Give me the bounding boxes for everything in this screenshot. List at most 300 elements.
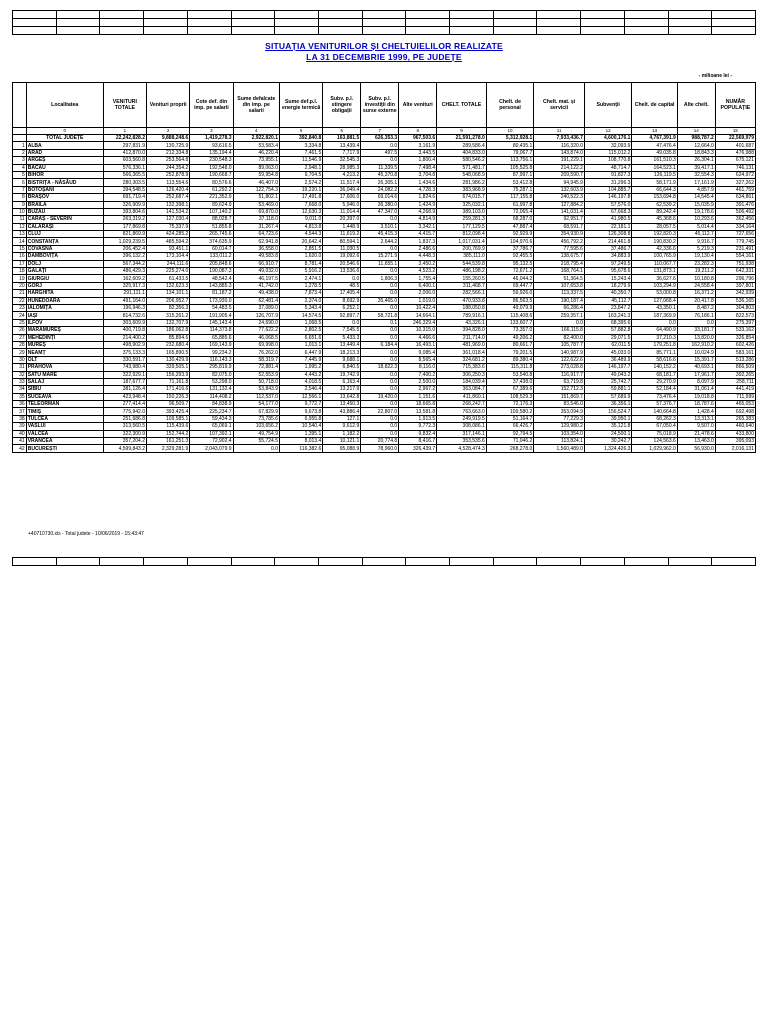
value-cell: 566,365.5 bbox=[103, 171, 146, 178]
value-cell: 743,980.4 bbox=[103, 364, 146, 371]
value-cell: 822,573 bbox=[715, 312, 755, 319]
value-cell: 259,357.1 bbox=[534, 312, 585, 319]
value-cell: 5,433.3 bbox=[323, 334, 361, 341]
value-cell: 58,171.9 bbox=[632, 179, 677, 186]
value-cell: 187,369.9 bbox=[632, 312, 677, 319]
value-cell: 624,972 bbox=[715, 171, 755, 178]
value-cell: 295,819.9 bbox=[190, 364, 233, 371]
value-cell: 190,087.3 bbox=[190, 268, 233, 275]
header-row bbox=[13, 83, 756, 128]
value-cell: 57,576.0 bbox=[584, 201, 631, 208]
value-cell: 325,917.3 bbox=[103, 282, 146, 289]
county-name-cell: BOTOȘANI bbox=[26, 186, 103, 193]
value-cell: 89,242.4 bbox=[632, 208, 677, 215]
row-number-cell: 15 bbox=[13, 245, 27, 252]
row-number-cell: 11 bbox=[13, 216, 27, 223]
county-name-cell: BIHOR bbox=[26, 171, 103, 178]
value-cell: 153,694.8 bbox=[632, 194, 677, 201]
value-cell: 5,916.2 bbox=[279, 268, 322, 275]
row-number-cell: 28 bbox=[13, 341, 27, 348]
value-cell: 143,874.0 bbox=[534, 149, 585, 156]
county-name-cell: ARGEȘ bbox=[26, 157, 103, 164]
county-name-cell: BUCUREȘTI bbox=[26, 445, 103, 452]
value-cell: 145,143.4 bbox=[190, 319, 233, 326]
county-name-cell: SĂLAJ bbox=[26, 378, 103, 385]
table-row bbox=[13, 408, 756, 415]
column-header: Subvenții bbox=[584, 83, 631, 128]
row-number-cell: 33 bbox=[13, 378, 27, 385]
value-cell: 61,433.5 bbox=[147, 275, 190, 282]
value-cell: 6,252.1 bbox=[323, 304, 361, 311]
value-cell: 13,536.6 bbox=[323, 268, 361, 275]
value-cell: 200,769.9 bbox=[437, 245, 487, 252]
value-cell: 692,498 bbox=[715, 408, 755, 415]
value-cell: 53,412.8 bbox=[486, 179, 533, 186]
value-cell: 166,115.8 bbox=[534, 327, 585, 334]
value-cell: 0.0 bbox=[361, 371, 399, 378]
value-cell: 23,282.3 bbox=[677, 260, 715, 267]
value-cell: 1,395.1 bbox=[279, 430, 322, 437]
value-cell: 470,933.8 bbox=[437, 297, 487, 304]
value-cell: 2,474.1 bbox=[279, 275, 322, 282]
value-cell: 2,043,079.9 bbox=[190, 445, 233, 452]
column-header: Sume def.p.l. energie termică bbox=[279, 83, 322, 128]
value-cell: 4,018.5 bbox=[279, 378, 322, 385]
value-cell: 354,930.9 bbox=[534, 231, 585, 238]
county-name-cell: COVASNA bbox=[26, 245, 103, 252]
table-row bbox=[13, 171, 756, 178]
value-cell: 325,032.1 bbox=[437, 201, 487, 208]
value-cell: 49,583.8 bbox=[233, 253, 279, 260]
value-cell: 32,093.9 bbox=[584, 142, 631, 149]
value-cell: 8,097.9 bbox=[677, 378, 715, 385]
value-cell: 461,759 bbox=[715, 186, 755, 193]
value-cell: 814,732.6 bbox=[103, 312, 146, 319]
value-cell: 168,764.1 bbox=[534, 268, 585, 275]
value-cell: 66,286.4 bbox=[534, 304, 585, 311]
value-cell: 1,806.3 bbox=[361, 275, 399, 282]
value-cell: 68,395.6 bbox=[584, 319, 631, 326]
value-cell: 132,623.3 bbox=[147, 282, 190, 289]
value-cell: 206,952.7 bbox=[147, 297, 190, 304]
value-cell: 10,180.8 bbox=[677, 275, 715, 282]
value-cell: 69,014.6 bbox=[361, 194, 399, 201]
row-number-cell: 25 bbox=[13, 319, 27, 326]
value-cell: 79,067.7 bbox=[486, 149, 533, 156]
value-cell: 374,635.9 bbox=[190, 238, 233, 245]
table-row bbox=[13, 319, 756, 326]
value-cell: 311,468.7 bbox=[437, 282, 487, 289]
spreadsheet-sheet bbox=[12, 10, 756, 537]
county-name-cell: HARGHITA bbox=[26, 290, 103, 297]
value-cell: 3,510.1 bbox=[361, 223, 399, 230]
value-cell: 268,278.0 bbox=[486, 445, 533, 452]
value-cell: 763,663.0 bbox=[437, 408, 487, 415]
value-cell: 51,164.7 bbox=[486, 415, 533, 422]
index-cell: 12 bbox=[584, 128, 631, 135]
value-cell: 130,725.9 bbox=[147, 142, 190, 149]
value-cell: 109,580.2 bbox=[486, 408, 533, 415]
value-cell: 18,822.3 bbox=[361, 364, 399, 371]
value-cell: 7,545.5 bbox=[323, 327, 361, 334]
value-cell: 281,986.2 bbox=[437, 179, 487, 186]
value-cell: 2,016,131 bbox=[715, 445, 755, 452]
value-cell: 165,890.5 bbox=[147, 349, 190, 356]
value-cell: 72,671.2 bbox=[486, 268, 533, 275]
value-cell: 357,204.2 bbox=[103, 438, 146, 445]
value-cell: 15,391.7 bbox=[677, 356, 715, 363]
value-cell: 4,415.7 bbox=[399, 231, 437, 238]
value-cell: 161,251.3 bbox=[147, 438, 190, 445]
value-cell: 126,308.8 bbox=[584, 231, 631, 238]
column-header: Chelt. de capital bbox=[632, 83, 677, 128]
value-cell: 92,455.5 bbox=[486, 253, 533, 260]
value-cell: 268,242.7 bbox=[437, 401, 487, 408]
row-number-cell: 29 bbox=[13, 349, 27, 356]
value-cell: 21,478.6 bbox=[677, 430, 715, 437]
row-number-cell: 38 bbox=[13, 415, 27, 422]
value-cell: 171,416.6 bbox=[147, 386, 190, 393]
value-cell: 41,742.0 bbox=[233, 282, 279, 289]
value-cell: 4,523.2 bbox=[399, 268, 437, 275]
value-cell: 13,313.1 bbox=[677, 415, 715, 422]
table-row bbox=[13, 208, 756, 215]
value-cell: 1,424.9 bbox=[399, 201, 437, 208]
value-cell: 151,869.7 bbox=[534, 393, 585, 400]
value-cell: 47,887.4 bbox=[486, 223, 533, 230]
value-cell: 73,476.4 bbox=[632, 393, 677, 400]
value-cell: 393,804.6 bbox=[103, 208, 146, 215]
value-cell: 67,829.9 bbox=[233, 408, 279, 415]
value-cell: 711,999 bbox=[715, 393, 755, 400]
value-cell: 3,334.8 bbox=[279, 142, 322, 149]
value-cell: 68,262.3 bbox=[632, 415, 677, 422]
county-name-cell: VÂLCEA bbox=[26, 430, 103, 437]
value-cell: 251,686.8 bbox=[103, 415, 146, 422]
value-cell: 169,143.9 bbox=[190, 341, 233, 348]
value-cell: 211,714.0 bbox=[437, 334, 487, 341]
row-number-cell: 13 bbox=[13, 231, 27, 238]
value-cell: 14,545.4 bbox=[677, 194, 715, 201]
value-cell: 24,558.4 bbox=[677, 282, 715, 289]
value-cell: 401,687 bbox=[715, 142, 755, 149]
value-cell: 95,678.6 bbox=[584, 268, 631, 275]
row-number-cell: 19 bbox=[13, 275, 27, 282]
total-value-cell: 1,419,278.3 bbox=[190, 135, 233, 142]
value-cell: 146,197.7 bbox=[584, 364, 631, 371]
value-cell: 77,595.6 bbox=[534, 245, 585, 252]
value-cell: 116,917.7 bbox=[534, 371, 585, 378]
value-cell: 187,677.7 bbox=[103, 378, 146, 385]
value-cell: 31,061.4 bbox=[677, 386, 715, 393]
value-cell: 7,717.9 bbox=[323, 149, 361, 156]
value-cell: 2,967.2 bbox=[399, 386, 437, 393]
value-cell: 0.0 bbox=[361, 142, 399, 149]
value-cell: 72,065.4 bbox=[486, 208, 533, 215]
value-cell: 225,234.7 bbox=[190, 408, 233, 415]
table-row bbox=[13, 401, 756, 408]
value-cell: 0.0 bbox=[361, 245, 399, 252]
value-cell: 77,622.2 bbox=[233, 327, 279, 334]
value-cell: 2,802.5 bbox=[279, 327, 322, 334]
value-cell: 397,801 bbox=[715, 282, 755, 289]
value-cell: 12,664.0 bbox=[677, 142, 715, 149]
value-cell: 404,833.0 bbox=[437, 149, 487, 156]
row-number-cell: 35 bbox=[13, 393, 27, 400]
value-cell: 259,281.3 bbox=[437, 216, 487, 223]
value-cell: 205,848.6 bbox=[190, 260, 233, 267]
value-cell: 548,068.9 bbox=[437, 171, 487, 178]
value-cell: 116,382.6 bbox=[279, 445, 322, 452]
total-row bbox=[13, 135, 756, 142]
value-cell: 0.0 bbox=[632, 319, 677, 326]
value-cell: 53,469.0 bbox=[233, 201, 279, 208]
value-cell: 179,251.8 bbox=[632, 341, 677, 348]
value-cell: 2,948.1 bbox=[279, 164, 322, 171]
table-row bbox=[13, 157, 756, 164]
value-cell: 164,523.1 bbox=[632, 164, 677, 171]
value-cell: 15,271.9 bbox=[361, 253, 399, 260]
row-number-cell: 30 bbox=[13, 356, 27, 363]
county-name-cell: BACĂU bbox=[26, 164, 103, 171]
value-cell: 99,234.2 bbox=[190, 349, 233, 356]
index-cell: 9 bbox=[437, 128, 487, 135]
value-cell: 0.0 bbox=[534, 319, 585, 326]
value-cell: 15,035.9 bbox=[677, 201, 715, 208]
value-cell: 109,585.1 bbox=[147, 415, 190, 422]
value-cell: 0.0 bbox=[361, 268, 399, 275]
index-cell: 10 bbox=[486, 128, 533, 135]
value-cell: 66,426.7 bbox=[486, 423, 533, 430]
table-row bbox=[13, 223, 756, 230]
value-cell: 115,439.6 bbox=[147, 423, 190, 430]
value-cell: 191,905.4 bbox=[190, 312, 233, 319]
value-cell: 0.0 bbox=[361, 415, 399, 422]
value-cell: 32,545.3 bbox=[323, 157, 361, 164]
value-cell: 4,544.3 bbox=[279, 231, 322, 238]
value-cell: 152,744.2 bbox=[147, 430, 190, 437]
value-cell: 0.0 bbox=[233, 445, 279, 452]
value-cell: 190,187.4 bbox=[534, 297, 585, 304]
total-value-cell: 22,569,979 bbox=[715, 135, 755, 142]
value-cell: 18,665.8 bbox=[399, 401, 437, 408]
value-cell: 89,063.0 bbox=[233, 164, 279, 171]
column-header bbox=[13, 83, 27, 128]
row-number-cell: 7 bbox=[13, 186, 27, 193]
value-cell: 88,028.7 bbox=[190, 216, 233, 223]
value-cell: 132,398.1 bbox=[147, 201, 190, 208]
value-cell: 36,558.0 bbox=[233, 245, 279, 252]
value-cell: 1,068.5 bbox=[279, 319, 322, 326]
value-cell: 156,293.9 bbox=[147, 371, 190, 378]
value-cell: 91,827.3 bbox=[584, 171, 631, 178]
table-row bbox=[13, 423, 756, 430]
value-cell: 18,787.6 bbox=[677, 401, 715, 408]
index-cell: 13 bbox=[632, 128, 677, 135]
value-cell: 36,627.6 bbox=[632, 275, 677, 282]
table-row bbox=[13, 275, 756, 282]
row-number-cell: 9 bbox=[13, 201, 27, 208]
value-cell: 132,603.9 bbox=[534, 186, 585, 193]
total-value-cell: 967,503.6 bbox=[399, 135, 437, 142]
value-cell: 0.0 bbox=[361, 386, 399, 393]
value-cell: 252,687.4 bbox=[147, 194, 190, 201]
total-value-cell: 163,881.5 bbox=[323, 135, 361, 142]
value-cell: 20,546.6 bbox=[323, 260, 361, 267]
value-cell: 533,162 bbox=[715, 327, 755, 334]
value-cell: 0.0 bbox=[361, 401, 399, 408]
value-cell: 71,161.8 bbox=[147, 378, 190, 385]
index-cell: 5 bbox=[279, 128, 322, 135]
value-cell: 313,560.5 bbox=[103, 423, 146, 430]
total-value-cell: 5,312,928.1 bbox=[486, 135, 533, 142]
value-cell: 163,241.3 bbox=[584, 312, 631, 319]
value-cell: 0.0 bbox=[361, 290, 399, 297]
value-cell: 715,383.6 bbox=[437, 364, 487, 371]
value-cell: 6,400.1 bbox=[399, 282, 437, 289]
value-cell: 0.0 bbox=[323, 275, 361, 282]
value-cell: 47,476.4 bbox=[632, 142, 677, 149]
report-title-line-1: SITUAȚIA VENITURILOR ȘI CHELTUIELILOR REALIZATE bbox=[265, 41, 503, 51]
value-cell: 73,955.1 bbox=[233, 157, 279, 164]
value-cell: 37,486.7 bbox=[584, 245, 631, 252]
value-cell: 476,988 bbox=[715, 149, 755, 156]
value-cell: 244,354.2 bbox=[147, 164, 190, 171]
value-cell: 4,448.3 bbox=[399, 253, 437, 260]
value-cell: 62,481.4 bbox=[233, 297, 279, 304]
row-number-cell: 42 bbox=[13, 445, 27, 452]
value-cell: 69,870.0 bbox=[233, 208, 279, 215]
value-cell: 9,507.0 bbox=[677, 423, 715, 430]
value-cell: 127,884.2 bbox=[534, 201, 585, 208]
value-cell: 59,434.3 bbox=[190, 415, 233, 422]
row-number-cell: 5 bbox=[13, 171, 27, 178]
value-cell: 54,483.5 bbox=[190, 304, 233, 311]
table-row bbox=[13, 149, 756, 156]
value-cell: 24,500.1 bbox=[584, 430, 631, 437]
value-cell: 17,491.8 bbox=[279, 194, 322, 201]
budget-table bbox=[12, 82, 756, 453]
value-cell: 141,534.2 bbox=[147, 208, 190, 215]
table-row bbox=[13, 231, 756, 238]
value-cell: 304,803 bbox=[715, 304, 755, 311]
value-cell: 1,800.4 bbox=[399, 157, 437, 164]
value-cell: 28,985.3 bbox=[323, 164, 361, 171]
value-cell: 57,376.7 bbox=[632, 401, 677, 408]
value-cell: 5,946.0 bbox=[323, 201, 361, 208]
value-cell: 61,997.8 bbox=[486, 201, 533, 208]
value-cell: 342,939 bbox=[715, 290, 755, 297]
value-cell: 7,668.0 bbox=[279, 201, 322, 208]
value-cell: 381,126.4 bbox=[103, 386, 146, 393]
value-cell: 634,861 bbox=[715, 194, 755, 201]
value-cell: 1,029,239.5 bbox=[103, 238, 146, 245]
value-cell: 6,840.5 bbox=[323, 364, 361, 371]
value-cell: 214,122.2 bbox=[534, 164, 585, 171]
county-name-cell: IALOMIȚA bbox=[26, 304, 103, 311]
value-cell: 45,112.7 bbox=[677, 231, 715, 238]
total-value-cell: 626,353.3 bbox=[361, 135, 399, 142]
value-cell: 727,656 bbox=[715, 231, 755, 238]
value-cell: 80,661.7 bbox=[486, 341, 533, 348]
column-header: NUMĂR POPULAȚIE bbox=[715, 83, 755, 128]
county-name-cell: HUNEDOARA bbox=[26, 297, 103, 304]
table-row bbox=[13, 238, 756, 245]
county-name-cell: TULCEA bbox=[26, 415, 103, 422]
value-cell: 49,043.2 bbox=[584, 371, 631, 378]
bottom-empty-grid bbox=[12, 557, 756, 566]
column-header: Localitatea bbox=[26, 83, 103, 128]
county-name-cell: DOLJ bbox=[26, 260, 103, 267]
value-cell: 392,265 bbox=[715, 371, 755, 378]
value-cell: 51,802.1 bbox=[233, 194, 279, 201]
value-cell: 361,018.4 bbox=[437, 349, 487, 356]
value-cell: 423,948.4 bbox=[103, 393, 146, 400]
value-cell: 8,565.4 bbox=[399, 356, 437, 363]
value-cell: 62,011.5 bbox=[584, 341, 631, 348]
table-row bbox=[13, 290, 756, 297]
value-cell: 265,745.6 bbox=[190, 231, 233, 238]
value-cell: 37,786.7 bbox=[486, 245, 533, 252]
row-number-cell: 26 bbox=[13, 327, 27, 334]
value-cell: 433,800 bbox=[715, 430, 755, 437]
value-cell: 2,006.0 bbox=[399, 290, 437, 297]
column-header: VENITURI TOTALE bbox=[103, 83, 146, 128]
value-cell: 506,492 bbox=[715, 208, 755, 215]
row-number-cell: 32 bbox=[13, 371, 27, 378]
value-cell: 10,121.1 bbox=[323, 438, 361, 445]
value-cell: 497.5 bbox=[361, 149, 399, 156]
value-cell: 49,206.2 bbox=[486, 334, 533, 341]
value-cell: 192,548.0 bbox=[190, 164, 233, 171]
value-cell: 2,329,281.9 bbox=[147, 445, 190, 452]
table-row bbox=[13, 430, 756, 437]
value-cell: 82,400.0 bbox=[534, 334, 585, 341]
value-cell: 282,566.1 bbox=[437, 290, 487, 297]
value-cell: 92,794.5 bbox=[486, 430, 533, 437]
value-cell: 240,522.3 bbox=[534, 194, 585, 201]
value-cell: 11,546.9 bbox=[279, 157, 322, 164]
total-value-cell: 988,787.2 bbox=[677, 135, 715, 142]
value-cell: 130,429.9 bbox=[147, 356, 190, 363]
value-cell: 4,466.6 bbox=[399, 334, 437, 341]
value-cell: 0.1 bbox=[361, 319, 399, 326]
value-cell: 37,438.0 bbox=[486, 378, 533, 385]
value-cell: 65,069.1 bbox=[190, 423, 233, 430]
value-cell: 209,590.7 bbox=[534, 171, 585, 178]
table-row bbox=[13, 216, 756, 223]
value-cell: 296,796 bbox=[715, 275, 755, 282]
value-cell: 13,217.9 bbox=[323, 386, 361, 393]
index-cell: 1 bbox=[103, 128, 146, 135]
value-cell: 567,344.2 bbox=[103, 260, 146, 267]
value-cell: 28,057.5 bbox=[632, 223, 677, 230]
value-cell: 81,187.2 bbox=[190, 290, 233, 297]
value-cell: 13,642.8 bbox=[323, 393, 361, 400]
table-row bbox=[13, 312, 756, 319]
index-cell: 0 bbox=[26, 128, 103, 135]
value-cell: 17,405.4 bbox=[323, 290, 361, 297]
value-cell: 396,132.2 bbox=[103, 253, 146, 260]
value-cell: 9,772.7 bbox=[279, 401, 322, 408]
value-cell: 0.0 bbox=[323, 319, 361, 326]
value-cell: 7,461.5 bbox=[279, 149, 322, 156]
value-cell: 16,493.1 bbox=[399, 341, 437, 348]
value-cell: 394,828.0 bbox=[437, 327, 487, 334]
row-number-cell: 17 bbox=[13, 260, 27, 267]
table-row bbox=[13, 371, 756, 378]
value-cell: 129,980.2 bbox=[534, 423, 585, 430]
